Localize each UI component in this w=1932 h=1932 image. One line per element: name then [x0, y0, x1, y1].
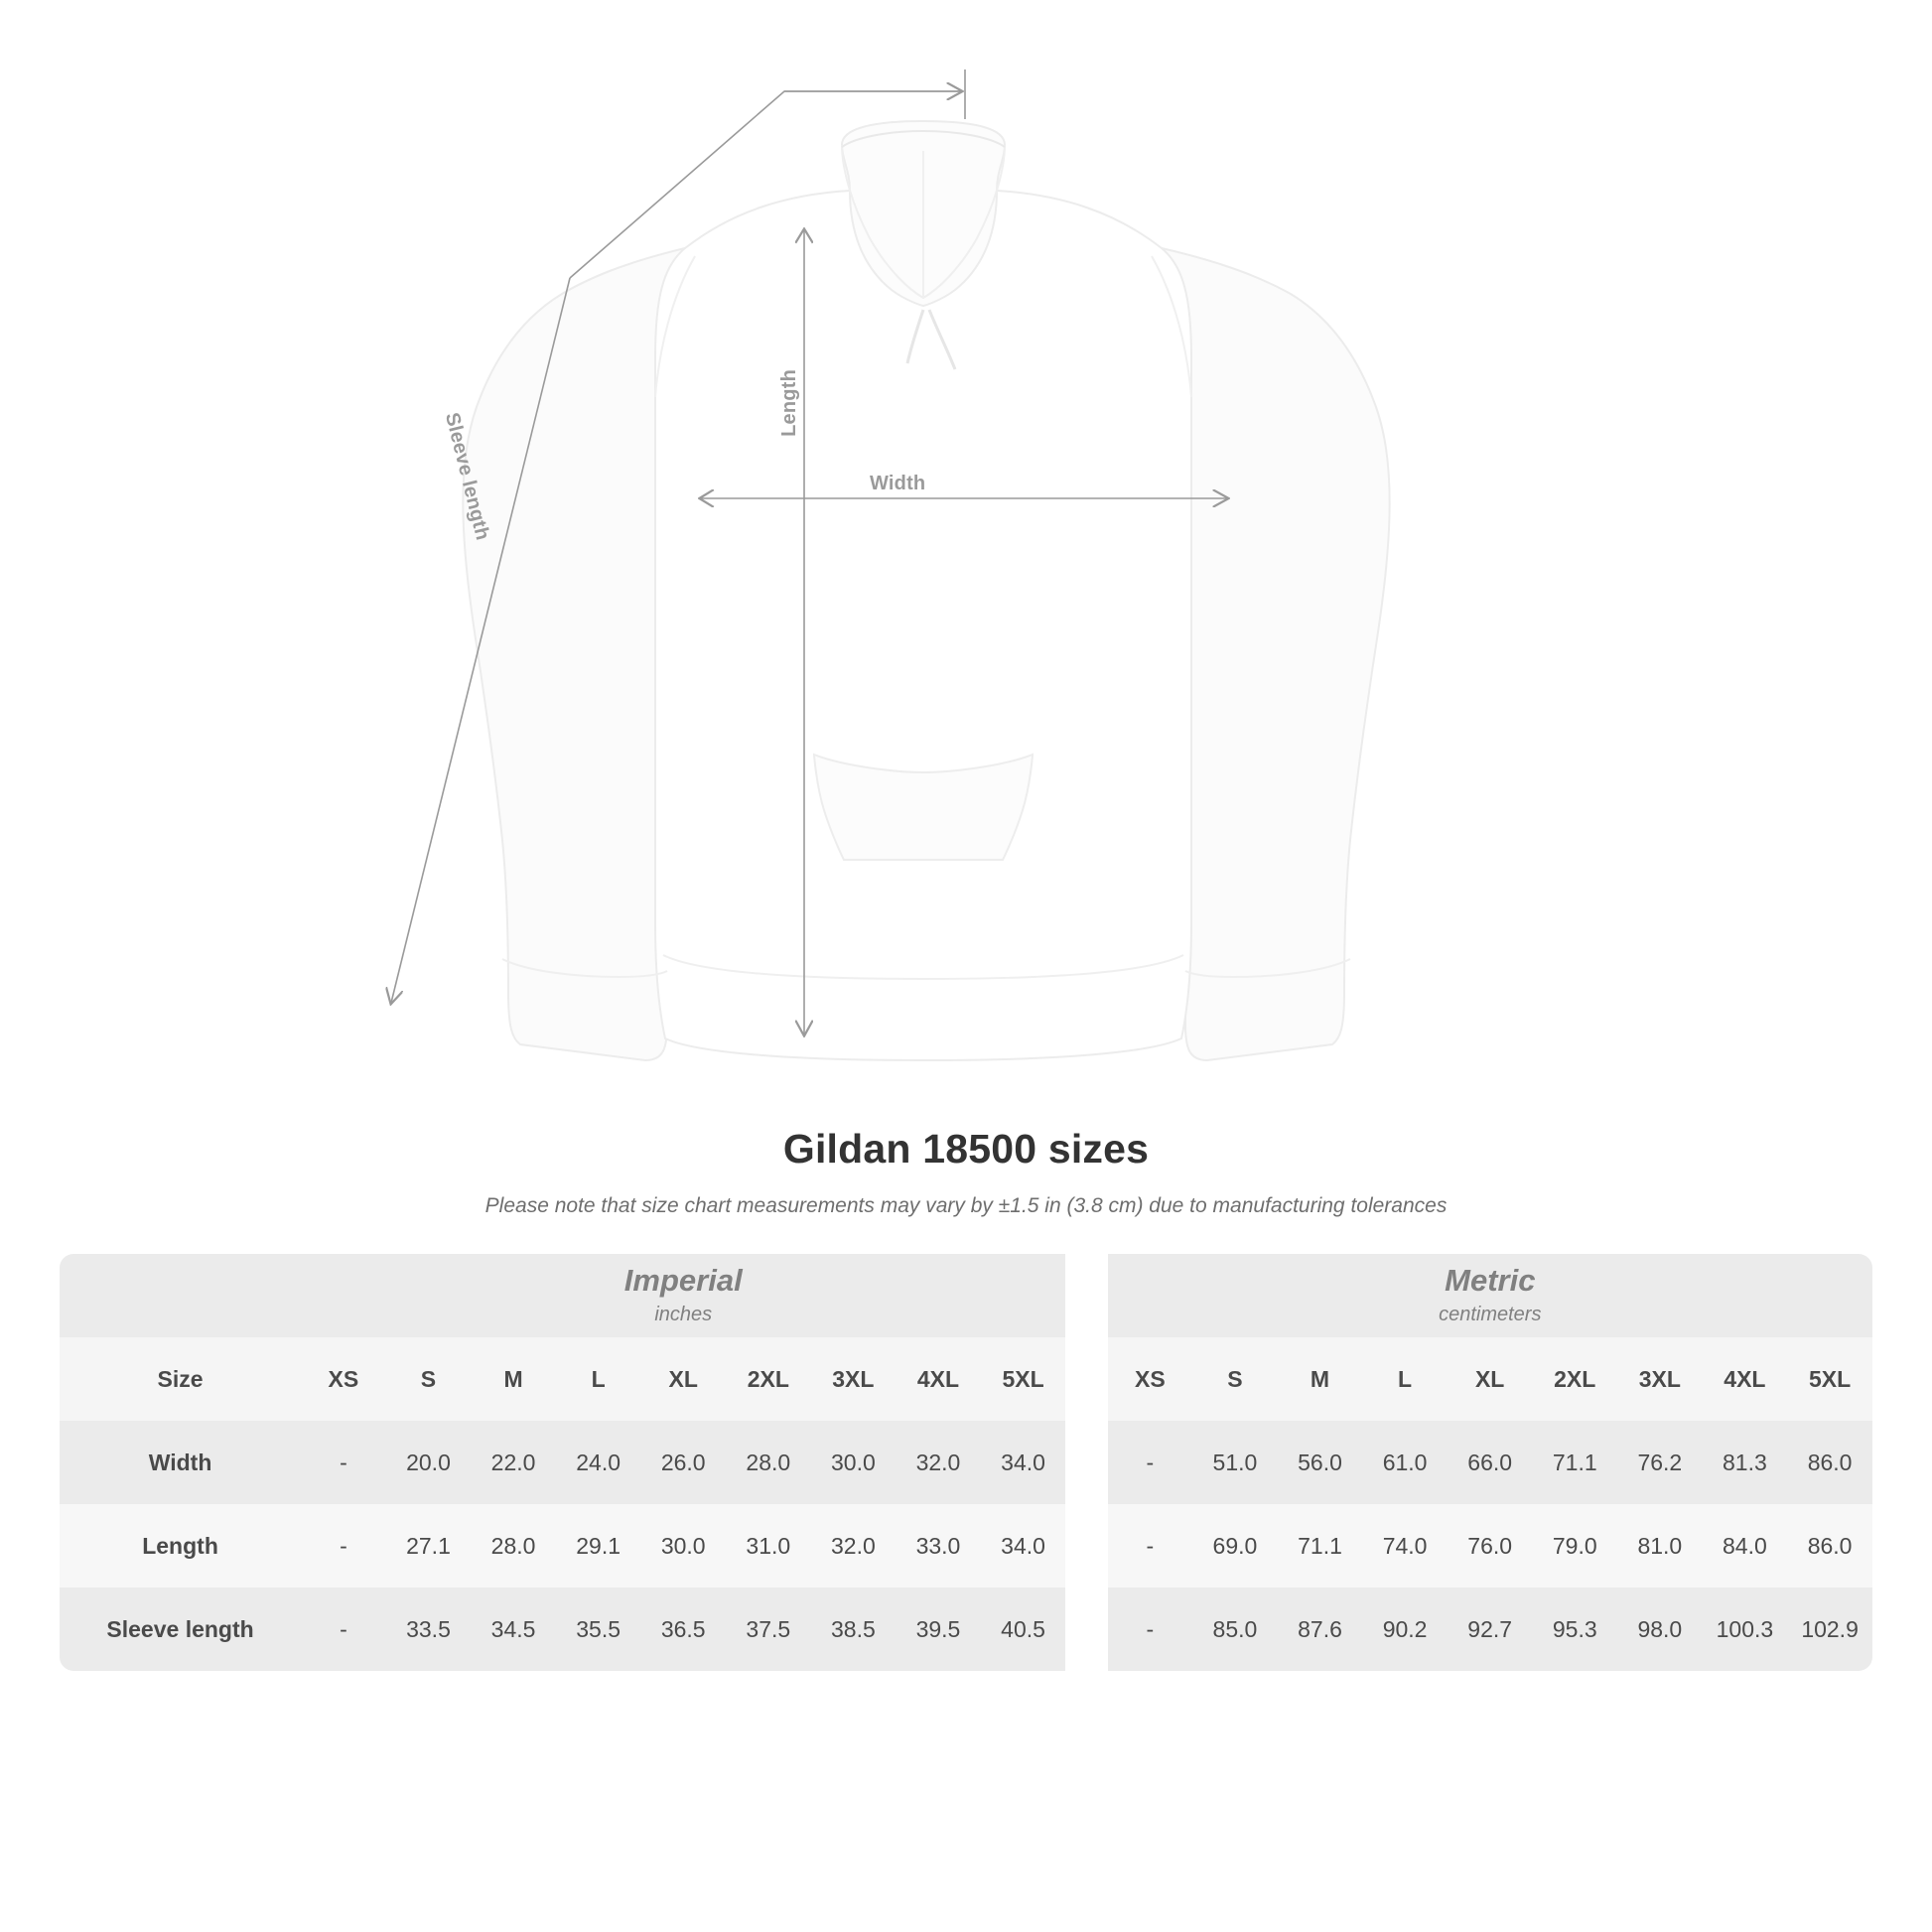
- unit-sub-imperial: inches: [654, 1304, 713, 1326]
- size-header-metric-l: L: [1362, 1337, 1448, 1421]
- length-metric-xs: -: [1108, 1504, 1193, 1587]
- size-header-metric-3xl: 3XL: [1617, 1337, 1703, 1421]
- width-imperial-3xl: 30.0: [811, 1421, 897, 1504]
- size-header-imperial-l: L: [556, 1337, 641, 1421]
- length-imperial-2xl: 31.0: [726, 1504, 811, 1587]
- size-header-row: [60, 1337, 1872, 1421]
- size-header-metric-s: S: [1192, 1337, 1278, 1421]
- sleeve-imperial-l: 35.5: [556, 1587, 641, 1671]
- size-header-metric-2xl: 2XL: [1532, 1337, 1617, 1421]
- width-imperial-s: 20.0: [386, 1421, 472, 1504]
- sleeve-imperial-xs: -: [301, 1587, 386, 1671]
- size-header-imperial-s: S: [386, 1337, 472, 1421]
- size-header-gap: [1065, 1337, 1107, 1421]
- size-table-container: [60, 1254, 1872, 1671]
- width-imperial-2xl: 28.0: [726, 1421, 811, 1504]
- table-row: [60, 1504, 1872, 1587]
- length-metric-l: 74.0: [1362, 1504, 1448, 1587]
- unit-header-metric: [1108, 1254, 1872, 1337]
- sleeve-imperial-4xl: 39.5: [896, 1587, 981, 1671]
- sleeve-metric-2xl: 95.3: [1532, 1587, 1617, 1671]
- width-metric-5xl: 86.0: [1787, 1421, 1872, 1504]
- sleeve-imperial-3xl: 38.5: [811, 1587, 897, 1671]
- size-header-imperial-xs: XS: [301, 1337, 386, 1421]
- size-header-imperial-4xl: 4XL: [896, 1337, 981, 1421]
- sleeve-imperial-m: 34.5: [471, 1587, 556, 1671]
- length-imperial-l: 29.1: [556, 1504, 641, 1587]
- size-header-imperial-xl: XL: [640, 1337, 726, 1421]
- table-row: [60, 1587, 1872, 1671]
- sleeve-imperial-5xl: 40.5: [981, 1587, 1066, 1671]
- sleeve-metric-l: 90.2: [1362, 1587, 1448, 1671]
- size-header-imperial-m: M: [471, 1337, 556, 1421]
- unit-header-spacer: [60, 1254, 301, 1337]
- width-label: Width: [870, 473, 926, 494]
- size-header-imperial-3xl: 3XL: [811, 1337, 897, 1421]
- sleeve-metric-5xl: 102.9: [1787, 1587, 1872, 1671]
- sleeve-gap: [1065, 1587, 1107, 1671]
- width-imperial-l: 24.0: [556, 1421, 641, 1504]
- sleeve-metric-xs: -: [1108, 1587, 1193, 1671]
- unit-header-row: [60, 1254, 1872, 1337]
- length-metric-s: 69.0: [1192, 1504, 1278, 1587]
- sleeve-imperial-2xl: 37.5: [726, 1587, 811, 1671]
- hoodie-garment: [463, 121, 1389, 1060]
- unit-name-metric: Metric: [1445, 1262, 1536, 1298]
- length-imperial-5xl: 34.0: [981, 1504, 1066, 1587]
- width-metric-l: 61.0: [1362, 1421, 1448, 1504]
- length-metric-3xl: 81.0: [1617, 1504, 1703, 1587]
- width-imperial-xl: 26.0: [640, 1421, 726, 1504]
- width-metric-2xl: 71.1: [1532, 1421, 1617, 1504]
- length-metric-xl: 76.0: [1448, 1504, 1533, 1587]
- table-row: [60, 1421, 1872, 1504]
- width-metric-4xl: 81.3: [1703, 1421, 1788, 1504]
- length-metric-2xl: 79.0: [1532, 1504, 1617, 1587]
- length-metric-m: 71.1: [1278, 1504, 1363, 1587]
- length-label: Length: [778, 369, 800, 437]
- length-imperial-3xl: 32.0: [811, 1504, 897, 1587]
- sleeve-metric-m: 87.6: [1278, 1587, 1363, 1671]
- length-imperial-xl: 30.0: [640, 1504, 726, 1587]
- sleeve-length-label: Sleeve length: [440, 410, 494, 543]
- width-metric-xs: -: [1108, 1421, 1193, 1504]
- width-imperial-m: 22.0: [471, 1421, 556, 1504]
- width-imperial-xs: -: [301, 1421, 386, 1504]
- size-header-metric-5xl: 5XL: [1787, 1337, 1872, 1421]
- sleeve-imperial-xl: 36.5: [640, 1587, 726, 1671]
- width-metric-m: 56.0: [1278, 1421, 1363, 1504]
- size-header-metric-4xl: 4XL: [1703, 1337, 1788, 1421]
- unit-header-imperial: [301, 1254, 1065, 1337]
- size-table: [60, 1254, 1872, 1671]
- width-metric-xl: 66.0: [1448, 1421, 1533, 1504]
- length-gap: [1065, 1504, 1107, 1587]
- size-header-imperial-2xl: 2XL: [726, 1337, 811, 1421]
- row-label-length: Length: [60, 1504, 301, 1587]
- row-label-sleeve-length: Sleeve length: [60, 1587, 301, 1671]
- sleeve-metric-xl: 92.7: [1448, 1587, 1533, 1671]
- width-gap: [1065, 1421, 1107, 1504]
- sleeve-metric-3xl: 98.0: [1617, 1587, 1703, 1671]
- unit-sub-metric: centimeters: [1439, 1304, 1542, 1326]
- unit-name-imperial: Imperial: [623, 1262, 743, 1298]
- length-imperial-m: 28.0: [471, 1504, 556, 1587]
- page-subtitle: Please note that size chart measurements may vary by ±1.5 in (3.8 cm) due to manufacturing tolerances: [484, 1194, 1448, 1217]
- sleeve-metric-4xl: 100.3: [1703, 1587, 1788, 1671]
- width-metric-3xl: 76.2: [1617, 1421, 1703, 1504]
- width-metric-s: 51.0: [1192, 1421, 1278, 1504]
- length-metric-4xl: 84.0: [1703, 1504, 1788, 1587]
- unit-header-gap: [1065, 1254, 1107, 1337]
- length-imperial-xs: -: [301, 1504, 386, 1587]
- size-header-metric-xl: XL: [1448, 1337, 1533, 1421]
- size-header-imperial-5xl: 5XL: [981, 1337, 1066, 1421]
- width-imperial-5xl: 34.0: [981, 1421, 1066, 1504]
- length-metric-5xl: 86.0: [1787, 1504, 1872, 1587]
- size-header-label: Size: [60, 1337, 301, 1421]
- size-header-metric-xs: XS: [1108, 1337, 1193, 1421]
- sleeve-imperial-s: 33.5: [386, 1587, 472, 1671]
- length-imperial-s: 27.1: [386, 1504, 472, 1587]
- length-imperial-4xl: 33.0: [896, 1504, 981, 1587]
- sleeve-metric-s: 85.0: [1192, 1587, 1278, 1671]
- row-label-width: Width: [60, 1421, 301, 1504]
- width-imperial-4xl: 32.0: [896, 1421, 981, 1504]
- size-header-metric-m: M: [1278, 1337, 1363, 1421]
- page-title: Gildan 18500 sizes: [782, 1126, 1150, 1172]
